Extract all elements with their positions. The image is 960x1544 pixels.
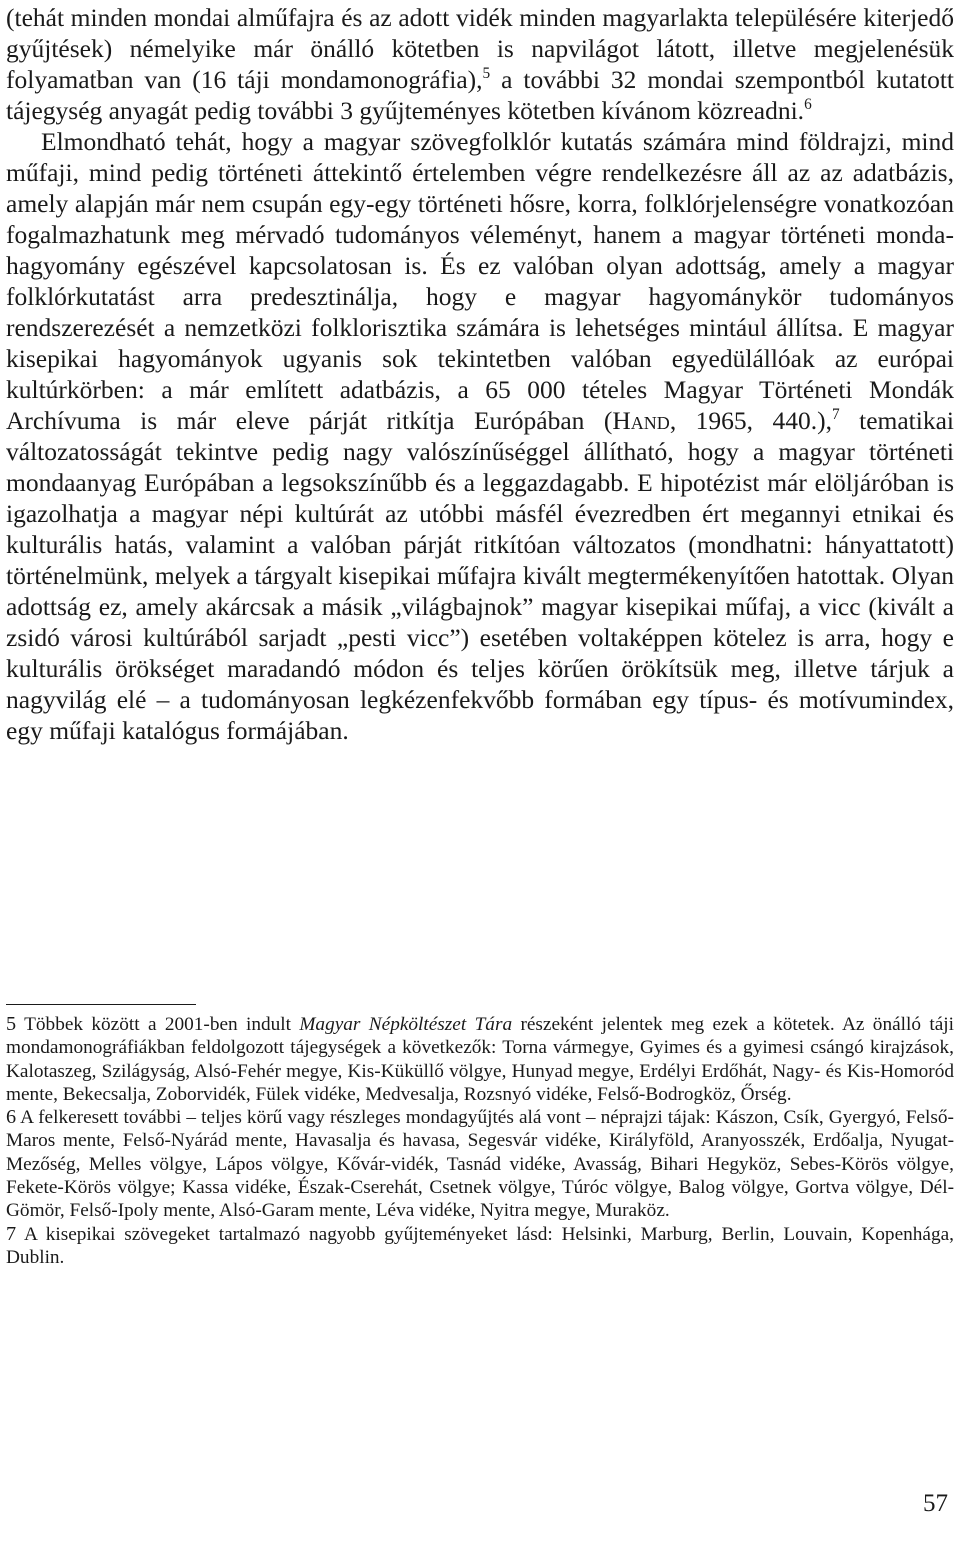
citation-author: Hand [612, 406, 670, 435]
footnote-text: Többek között a 2001-ben indult [24, 1014, 300, 1035]
paragraph-text: a további 32 mondai szempontból kutatott tájegység anyagát pedig további 3 gyűjteményes kötetben kívánom közreadni. [6, 65, 954, 125]
footnotes [6, 1013, 954, 1269]
paragraph-text: (tehát minden mondai alműfajra és az adott vidék minden magyarlakta településére kiterjedő gyűjtések) némelyike már önálló kötetben is napvilágot látott, illetve megjelenésük folyamatban van (16 táji mondamonográfia), [6, 3, 954, 94]
footnote-reference: 6 [804, 95, 812, 113]
footnote-reference: 5 [482, 64, 491, 82]
footnote-text: részeként jelentek meg ezek a kötetek. Az önálló táji mondamonográfiákban feldolgozott tájegységek a következők: Torna vármegye, Gyimes és a gyimesi csángó kirajzások, Kalotaszeg, Szilágyság, Alsó-Fehér megye, Kis-Küküllő völgye, Hunyad megye, Erdélyi Erdőhát, Nagy- és Kis-Homoród mente, Bekecsalja, Zoborvidék, Fülek vidéke, Medvesalja, Rozsnyó vidéke, Felső-Bodrogköz, Őrség. [6, 1014, 954, 1105]
footnote-number: 7 [6, 1222, 17, 1245]
paragraph-text: tematikai változatosságát tekintve pedig nagy valószínűséggel állítható, hogy a magyar történeti mondaanyag Európában a legsokszínűbb és a leggazdagabb. E hipotézist már elöljáróban is igazolhatja a magyar népi kultúrát az utóbbi másfél évezredben ért megannyi etnikai és kulturális hatás, valamint a valóban párját ritkítóan változatos (mondhatni: hányattatott) történelmünk, melyek a tárgyalt kisepikai műfajra kivált megtermékenyítően hatottak. Olyan adottság ez, amely akárcsak a másik „világbajnok” magyar kisepikai műfaj, a vicc (kivált a zsidó városi kultúrából sarjadt „pesti vicc”) esetében voltaképpen kötelez is arra, hogy e kulturális örökséget maradandó módon és teljes körűen örökítsük meg, illetve tárjuk a nagyvilág elé – a tudományosan legkézenfekvőbb formában egy típus- és motívumindex, egy műfaji katalógus formájában. [6, 406, 954, 745]
footnote-number: 6 [6, 1106, 17, 1129]
citation-details: , 1965, 440.), [669, 406, 832, 435]
paragraph [6, 126, 954, 746]
main-text [6, 2, 954, 746]
footnote-book-title: Magyar Népköltészet Tára [299, 1014, 513, 1035]
footnote-text: A felkeresett további – teljes körű vagy részleges mondagyűjtés alá vont – néprajzi tájak: Kászon, Csík, Gyergyó, Felső-Maros mente, Felső-Nyárád mente, Havasalja és havasa, Segesvár vidéke, Királyföld, Aranyosszék, Erdőalja, Nyugat-Mezőség, Melles völgye, Lápos völgye, Kővár-vidék, Tasnád vidéke, Avasság, Bihari Hegyköz, Sebes-Körös völgye, Fekete-Körös völgye; Kassa vidéke, Észak-Cserehát, Csetnek völgye, Túróc völgye, Balog völgye, Gortva völgye, Dél-Gömör, Felső-Ipoly mente, Alsó-Garam mente, Léva vidéke, Nyitra megye, Muraköz. [6, 1107, 954, 1222]
footnote [6, 1223, 954, 1270]
footnote-text: A kisepikai szövegeket tartalmazó nagyobb gyűjteményeket lásd: Helsinki, Marburg, Berlin, Louvain, Kopenhága, Dublin. [6, 1223, 954, 1268]
document-page [6, 0, 954, 1544]
footnote-separator [6, 1004, 196, 1005]
page-number: 57 [923, 1490, 948, 1517]
footnote-reference: 7 [831, 405, 840, 423]
footnote-number: 5 [6, 1013, 17, 1035]
footnote [6, 1106, 954, 1222]
paragraph-text: Elmondható tehát, hogy a magyar szövegfolklór kutatás számára mind földrajzi, mind műfaji, mind pedig történeti áttekintő értelemben végre rendelkezésre áll az az adatbázis, amely alapján már nem csupán egy-egy történeti hősre, korra, folklórjelenségre vonatkozóan fogalmazhatunk meg mérvadó tudományos véleményt, hanem a magyar történeti monda-hagyomány egészével kapcsolatosan is. És ez valóban olyan adottság, amely a magyar folklórkutatást arra predesztinálja, hogy e magyar hagyománykör tudományos rendszerezését a nemzetközi folklorisztika számára is lehetséges mintául állítsa. E magyar kisepikai hagyományok ugyanis sok tekintetben valóban egyedülállóak az európai kultúrkörben: a már említett adatbázis, a 65 000 tételes Magyar Történeti Mondák Archívuma is már eleve párját ritkítja Európában ( [6, 127, 954, 435]
footnote [6, 1013, 954, 1106]
paragraph [6, 2, 954, 126]
